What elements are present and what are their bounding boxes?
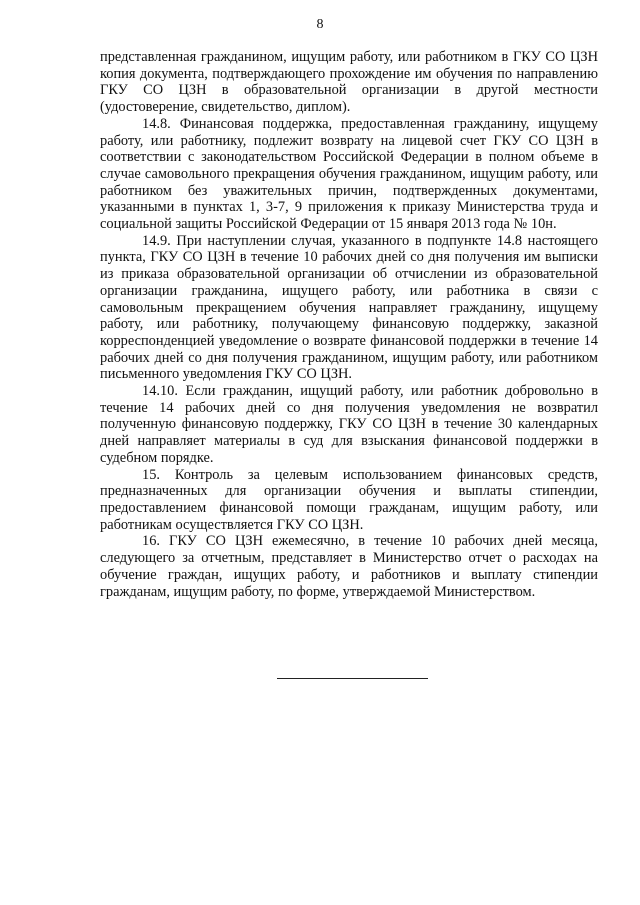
end-separator-line [277,678,428,679]
page-number: 8 [316,17,324,32]
document-body [100,49,598,600]
paragraph-15: 15. Контроль за целевым использованием финансовых средств, предназначенных для организации обучения и выплаты стипендии, предоставлением финансовой помощи гражданам, ищущим работу, или работникам осуществляется ГКУ СО ЦЗН. [100,466,598,533]
paragraph-continuation: представленная гражданином, ищущим работу, или работником в ГКУ СО ЦЗН копия документа, подтверждающего прохождение им обучения по направлению ГКУ СО ЦЗН в образовательной организации в другой местности (удостоверение, свидетельство, диплом). [100,49,598,116]
paragraph-14-10: 14.10. Если гражданин, ищущий работу, или работник добровольно в течение 14 рабочих дней со дня получения уведомления не возвратил полученную финансовую поддержку, ГКУ СО ЦЗН в течение 30 календарных дней направляет материалы в суд для взыскания финансовой поддержки в судебном порядке. [100,383,598,466]
paragraph-14-8: 14.8. Финансовая поддержка, предоставленная гражданину, ищущему работу, или работнику, подлежит возврату на лицевой счет ГКУ СО ЦЗН в соответствии с законодательством Российской Федерации в полном объеме в случае самовольного прекращения обучения гражданином, ищущим работу, или работником без уважительных причин, подтвержденных документами, указанными в пунктах 1, 3-7, 9 приложения к приказу Министерства труда и социальной защиты Российской Федерации от 15 января 2013 года № 10н. [100,115,598,233]
paragraph-14-9: 14.9. При наступлении случая, указанного в подпункте 14.8 настоящего пункта, ГКУ СО ЦЗН в течение 10 рабочих дней со дня получения им выписки из приказа образовательной организации об отчислении из образовательной организации гражданина, ищущего работу, или работника в связи с самовольным прекращением обучения направляет гражданину, ищущему работу, или работнику, получающему финансовую поддержку, заказной корреспонденцией уведомление о возврате финансовой поддержки в течение 14 рабочих дней со дня получения гражданином, ищущим работу, или работником письменного уведомления ГКУ СО ЦЗН. [100,232,598,383]
paragraph-16: 16. ГКУ СО ЦЗН ежемесячно, в течение 10 рабочих дней месяца, следующего за отчетным, представляет в Министерство отчет о расходах на обучение граждан, ищущих работу, и работников и выплату стипендии гражданам, ищущим работу, по форме, утверждаемой Министерством. [100,533,598,600]
